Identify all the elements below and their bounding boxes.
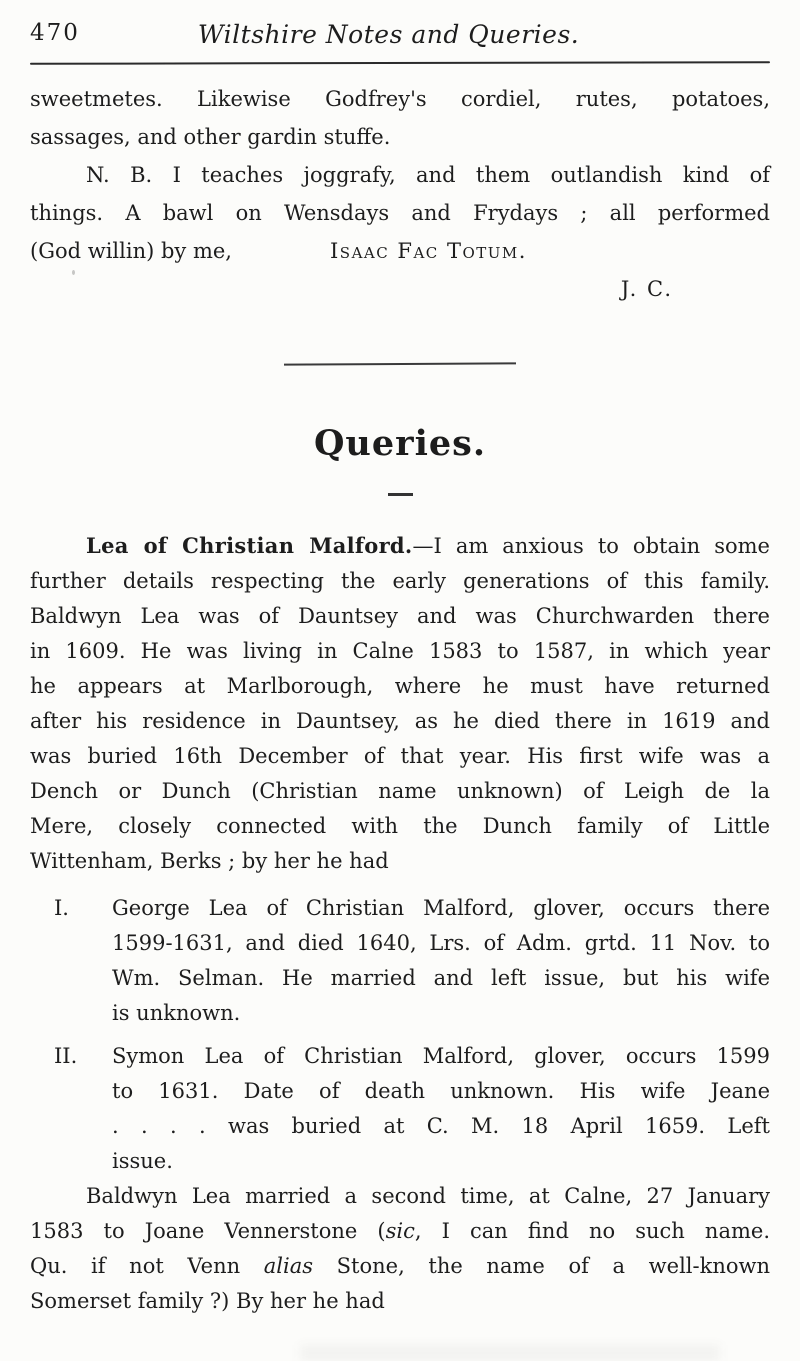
text-line: in 1609. He was living in Calne 1583 to 1587, in which year <box>30 639 770 663</box>
text-line: . . . . was buried at C. M. 18 April 1659. Left <box>112 1114 770 1138</box>
text-line: further details respecting the early generations of this family. <box>30 569 770 593</box>
text-segment: (God willin) by me, <box>30 239 232 263</box>
header-rule <box>30 61 770 65</box>
text-line: Mere, closely connected with the Dunch family of Little <box>30 814 770 838</box>
text-line: issue. <box>112 1149 173 1173</box>
text-line: Wm. Selman. He married and left issue, but his wife <box>112 966 770 990</box>
line-spacer <box>625 232 770 270</box>
text-segment: 1583 to Joane Vennerstone ( <box>30 1219 386 1243</box>
text-line: Wittenham, Berks ; by her he had <box>30 849 389 873</box>
italic-alias: alias <box>263 1254 314 1278</box>
paragraph-nb <box>30 156 770 270</box>
text-line: sassages, and other gardin stuffe. <box>30 125 391 149</box>
list-item-2 <box>30 1039 770 1179</box>
text-segment: —I am anxious to obtain some <box>412 534 770 558</box>
list-item-1 <box>30 891 770 1031</box>
text-line: is unknown. <box>112 1001 241 1025</box>
text-segment: , I can find no such name. <box>414 1219 770 1243</box>
query-intro-paragraph <box>30 528 770 879</box>
list-numeral: I. <box>54 896 69 920</box>
text-line: 1599-1631, and died 1640, Lrs. of Adm. grtd. 11 Nov. to <box>112 931 770 955</box>
paragraph-continuation <box>30 80 770 156</box>
italic-sic: sic <box>385 1219 415 1243</box>
text-line: was buried 16th December of that year. His first wife was a <box>30 744 770 768</box>
text-segment: Stone, the name of a well-known <box>313 1254 770 1278</box>
text-line: things. A bawl on Wensdays and Frydays ; all performed <box>30 201 770 225</box>
scan-smudge <box>300 1345 720 1361</box>
query-closing-paragraph <box>30 1179 770 1319</box>
text-line: N. B. I teaches joggrafy, and them outlandish kind of <box>86 163 770 187</box>
text-line <box>30 1249 770 1284</box>
text-line: to 1631. Date of death unknown. His wife Jeane <box>112 1079 770 1103</box>
text-line: Somerset family ?) By her he had <box>30 1289 385 1313</box>
text-segment: Qu. if not Venn <box>30 1254 264 1278</box>
text-line <box>30 1214 770 1249</box>
running-title: Wiltshire Notes and Queries. <box>197 20 580 49</box>
running-header <box>30 0 770 54</box>
text-line: sweetmetes. Likewise Godfrey's cordiel, rutes, potatoes, <box>30 87 770 111</box>
text-line: Baldwyn Lea was of Dauntsey and was Churchwarden there <box>30 604 770 628</box>
text-line: Baldwyn Lea married a second time, at Calne, 27 January <box>86 1184 770 1208</box>
query-title: Lea of Christian Malford. <box>86 533 413 558</box>
text-line <box>30 232 770 270</box>
text-line: George Lea of Christian Malford, glover, occurs there <box>112 896 770 920</box>
text-line: after his residence in Dauntsey, as he died there in 1619 and <box>30 709 770 733</box>
section-heading: Queries. <box>313 423 487 464</box>
text-line: Symon Lea of Christian Malford, glover, occurs 1599 <box>112 1044 770 1068</box>
contributor-initials: J. C. <box>620 277 673 301</box>
heading-dash <box>388 493 413 496</box>
text-line: Dench or Dunch (Christian name unknown) of Leigh de la <box>30 779 770 803</box>
query-article <box>30 528 770 1319</box>
page-number: 470 <box>30 20 80 46</box>
pseudonym-smallcaps: Isaac Fac Totum. <box>330 239 527 263</box>
text-line: he appears at Marlborough, where he must have returned <box>30 674 770 698</box>
list-numeral: II. <box>54 1044 78 1068</box>
section-divider-rule <box>284 362 516 365</box>
scan-speck <box>72 270 75 275</box>
text-line <box>30 528 770 564</box>
